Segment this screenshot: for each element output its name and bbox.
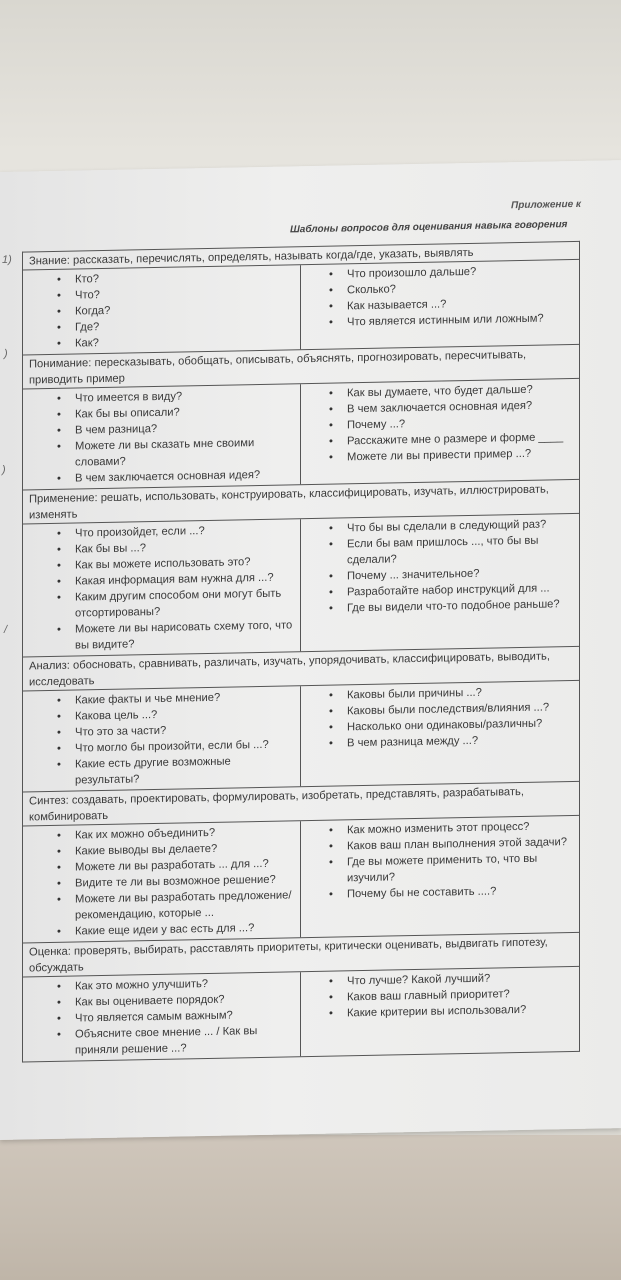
question-item: • Можете ли вы привести пример ...?: [347, 445, 575, 465]
question-column-right: [301, 816, 579, 937]
margin-note: ): [4, 347, 8, 360]
margin-note: 1): [2, 253, 12, 266]
question-item: • Почему ...?: [347, 413, 575, 433]
question-list: [305, 683, 575, 752]
question-item: • Насколько они одинаковы/различны?: [347, 715, 575, 735]
question-item: • В чем заключается основная идея?: [75, 466, 296, 486]
question-item: • Каким другим способом они могут быть отсортированы?: [75, 585, 296, 621]
question-column-left: [23, 821, 301, 942]
question-item: • Что произошло дальше?: [347, 262, 575, 282]
section-heading: Оценка: проверять, выбирать, расставлять приоритеты, критически оценивать, выдвигать гипотезу, обсуждать: [23, 933, 579, 978]
question-item: • В чем разница между ...?: [347, 731, 575, 751]
question-item: • Видите те ли вы возможное решение?: [75, 871, 296, 891]
question-item: • Когда?: [75, 299, 296, 319]
question-item: • Что могло бы произойти, если бы ...?: [75, 736, 296, 756]
question-item: • Что это за части?: [75, 720, 296, 740]
question-item: • Что бы вы сделали в следующий раз?: [347, 516, 575, 536]
page-title: Шаблоны вопросов для оценивания навыка говорения: [290, 219, 568, 236]
section-heading: Синтез: создавать, проектировать, формулировать, изобретать, представлять, разрабатывать, комбинировать: [23, 782, 579, 827]
question-item: • В чем заключается основная идея?: [347, 397, 575, 417]
question-item: • Как это можно улучшить?: [75, 974, 296, 994]
question-item: • Какова цель ...?: [75, 704, 296, 724]
appendix-label: Приложение к: [511, 198, 581, 212]
question-column-left: [23, 265, 301, 354]
question-column-right: [301, 681, 579, 786]
question-item: • Где вы видели что-то подобное раньше?: [347, 596, 575, 616]
question-item: • Какие факты и чье мнение?: [75, 688, 296, 708]
section-body: [23, 816, 579, 944]
question-list: [305, 516, 575, 617]
question-list: [27, 521, 296, 654]
margin-note: ): [2, 463, 6, 476]
question-list: [27, 267, 296, 352]
question-item: • Какие критерии вы использовали?: [347, 1001, 575, 1021]
section-heading: Анализ: обосновать, сравнивать, различать, изучать, упорядочивать, классифицировать, выводить, исследовать: [23, 647, 579, 692]
question-item: • Что является самым важным?: [75, 1006, 296, 1026]
document-page: [0, 160, 621, 1140]
question-list: [27, 823, 296, 940]
question-item: • Сколько?: [347, 278, 575, 298]
question-item: • Каковы были причины ...?: [347, 683, 575, 703]
section-body: [23, 514, 579, 658]
question-column-left: [23, 384, 301, 489]
question-item: • Какая информация вам нужна для ...?: [75, 569, 296, 589]
question-item: • Что?: [75, 283, 296, 303]
section-body: [23, 681, 579, 793]
question-item: • Как бы вы описали?: [75, 402, 296, 422]
question-item: • Где?: [75, 315, 296, 335]
question-item: • Кто?: [75, 267, 296, 287]
question-item: • Как вы можете использовать это?: [75, 553, 296, 573]
question-item: • Можете ли вы разработать предложение/рекомендацию, которые ...: [75, 887, 296, 923]
question-item: • Объясните свое мнение ... / Как вы приняли решение ...?: [75, 1022, 296, 1058]
question-list: [305, 818, 575, 903]
question-item: • Почему бы не составить ....?: [347, 882, 575, 902]
question-item: • Какие еще идеи у вас есть для ...?: [75, 919, 296, 939]
question-item: • Что является истинным или ложным?: [347, 310, 575, 330]
question-item: • Можете ли вы разработать ... для ...?: [75, 855, 296, 875]
question-column-right: [301, 967, 579, 1056]
section-body: [23, 260, 579, 356]
question-item: • Где вы можете применить то, что вы изучили?: [347, 850, 575, 886]
question-item: • Как?: [75, 331, 296, 351]
table-surface: [0, 1135, 621, 1280]
question-item: • Что произойдет, если ...?: [75, 521, 296, 541]
section-body: [23, 967, 579, 1063]
question-item: • Каков ваш главный приоритет?: [347, 985, 575, 1005]
question-item: • Что лучше? Какой лучший?: [347, 969, 575, 989]
question-item: • Как бы вы ...?: [75, 537, 296, 557]
section-heading: Знание: рассказать, перечислять, определять, называть когда/где, указать, выявлять: [23, 242, 579, 271]
section-body: [23, 379, 579, 491]
question-item: • Какие есть другие возможные результаты?: [75, 752, 296, 788]
question-item: • Как их можно объединить?: [75, 823, 296, 843]
question-item: • Что имеется в виду?: [75, 386, 296, 406]
section-heading: Применение: решать, использовать, конструировать, классифицировать, изучать, иллюстрировать, изменять: [23, 480, 579, 525]
question-table: [22, 241, 580, 1063]
question-item: • Можете ли вы нарисовать схему того, что вы видите?: [75, 617, 296, 653]
question-item: • Как вы оцениваете порядок?: [75, 990, 296, 1010]
question-column-left: [23, 686, 301, 791]
question-item: • Как можно изменить этот процесс?: [347, 818, 575, 838]
question-column-right: [301, 260, 579, 349]
question-item: • Можете ли вы сказать мне своими словами?: [75, 434, 296, 470]
question-item: • Расскажите мне о размере и форме ____: [347, 429, 575, 449]
question-list: [305, 969, 575, 1022]
question-list: [27, 386, 296, 487]
question-list: [305, 262, 575, 331]
question-column-left: [23, 972, 301, 1061]
question-column-left: [23, 519, 301, 656]
question-column-right: [301, 514, 579, 651]
margin-note: /: [4, 623, 8, 636]
question-item: • Каков ваш план выполнения этой задачи?: [347, 834, 575, 854]
question-list: [27, 974, 296, 1059]
section-heading: Понимание: пересказывать, обобщать, описывать, объяснять, прогнозировать, пересчитывать, приводить пример: [23, 345, 579, 390]
question-item: • Почему ... значительное?: [347, 564, 575, 584]
question-item: • Как вы думаете, что будет дальше?: [347, 381, 575, 401]
question-list: [305, 381, 575, 466]
question-item: • Если бы вам пришлось ..., что бы вы сделали?: [347, 532, 575, 568]
question-item: • Как называется ...?: [347, 294, 575, 314]
question-item: • Разработайте набор инструкций для ...: [347, 580, 575, 600]
question-item: • Каковы были последствия/влияния ...?: [347, 699, 575, 719]
question-item: • Какие выводы вы делаете?: [75, 839, 296, 859]
question-column-right: [301, 379, 579, 484]
question-list: [27, 688, 296, 789]
question-item: • В чем разница?: [75, 418, 296, 438]
